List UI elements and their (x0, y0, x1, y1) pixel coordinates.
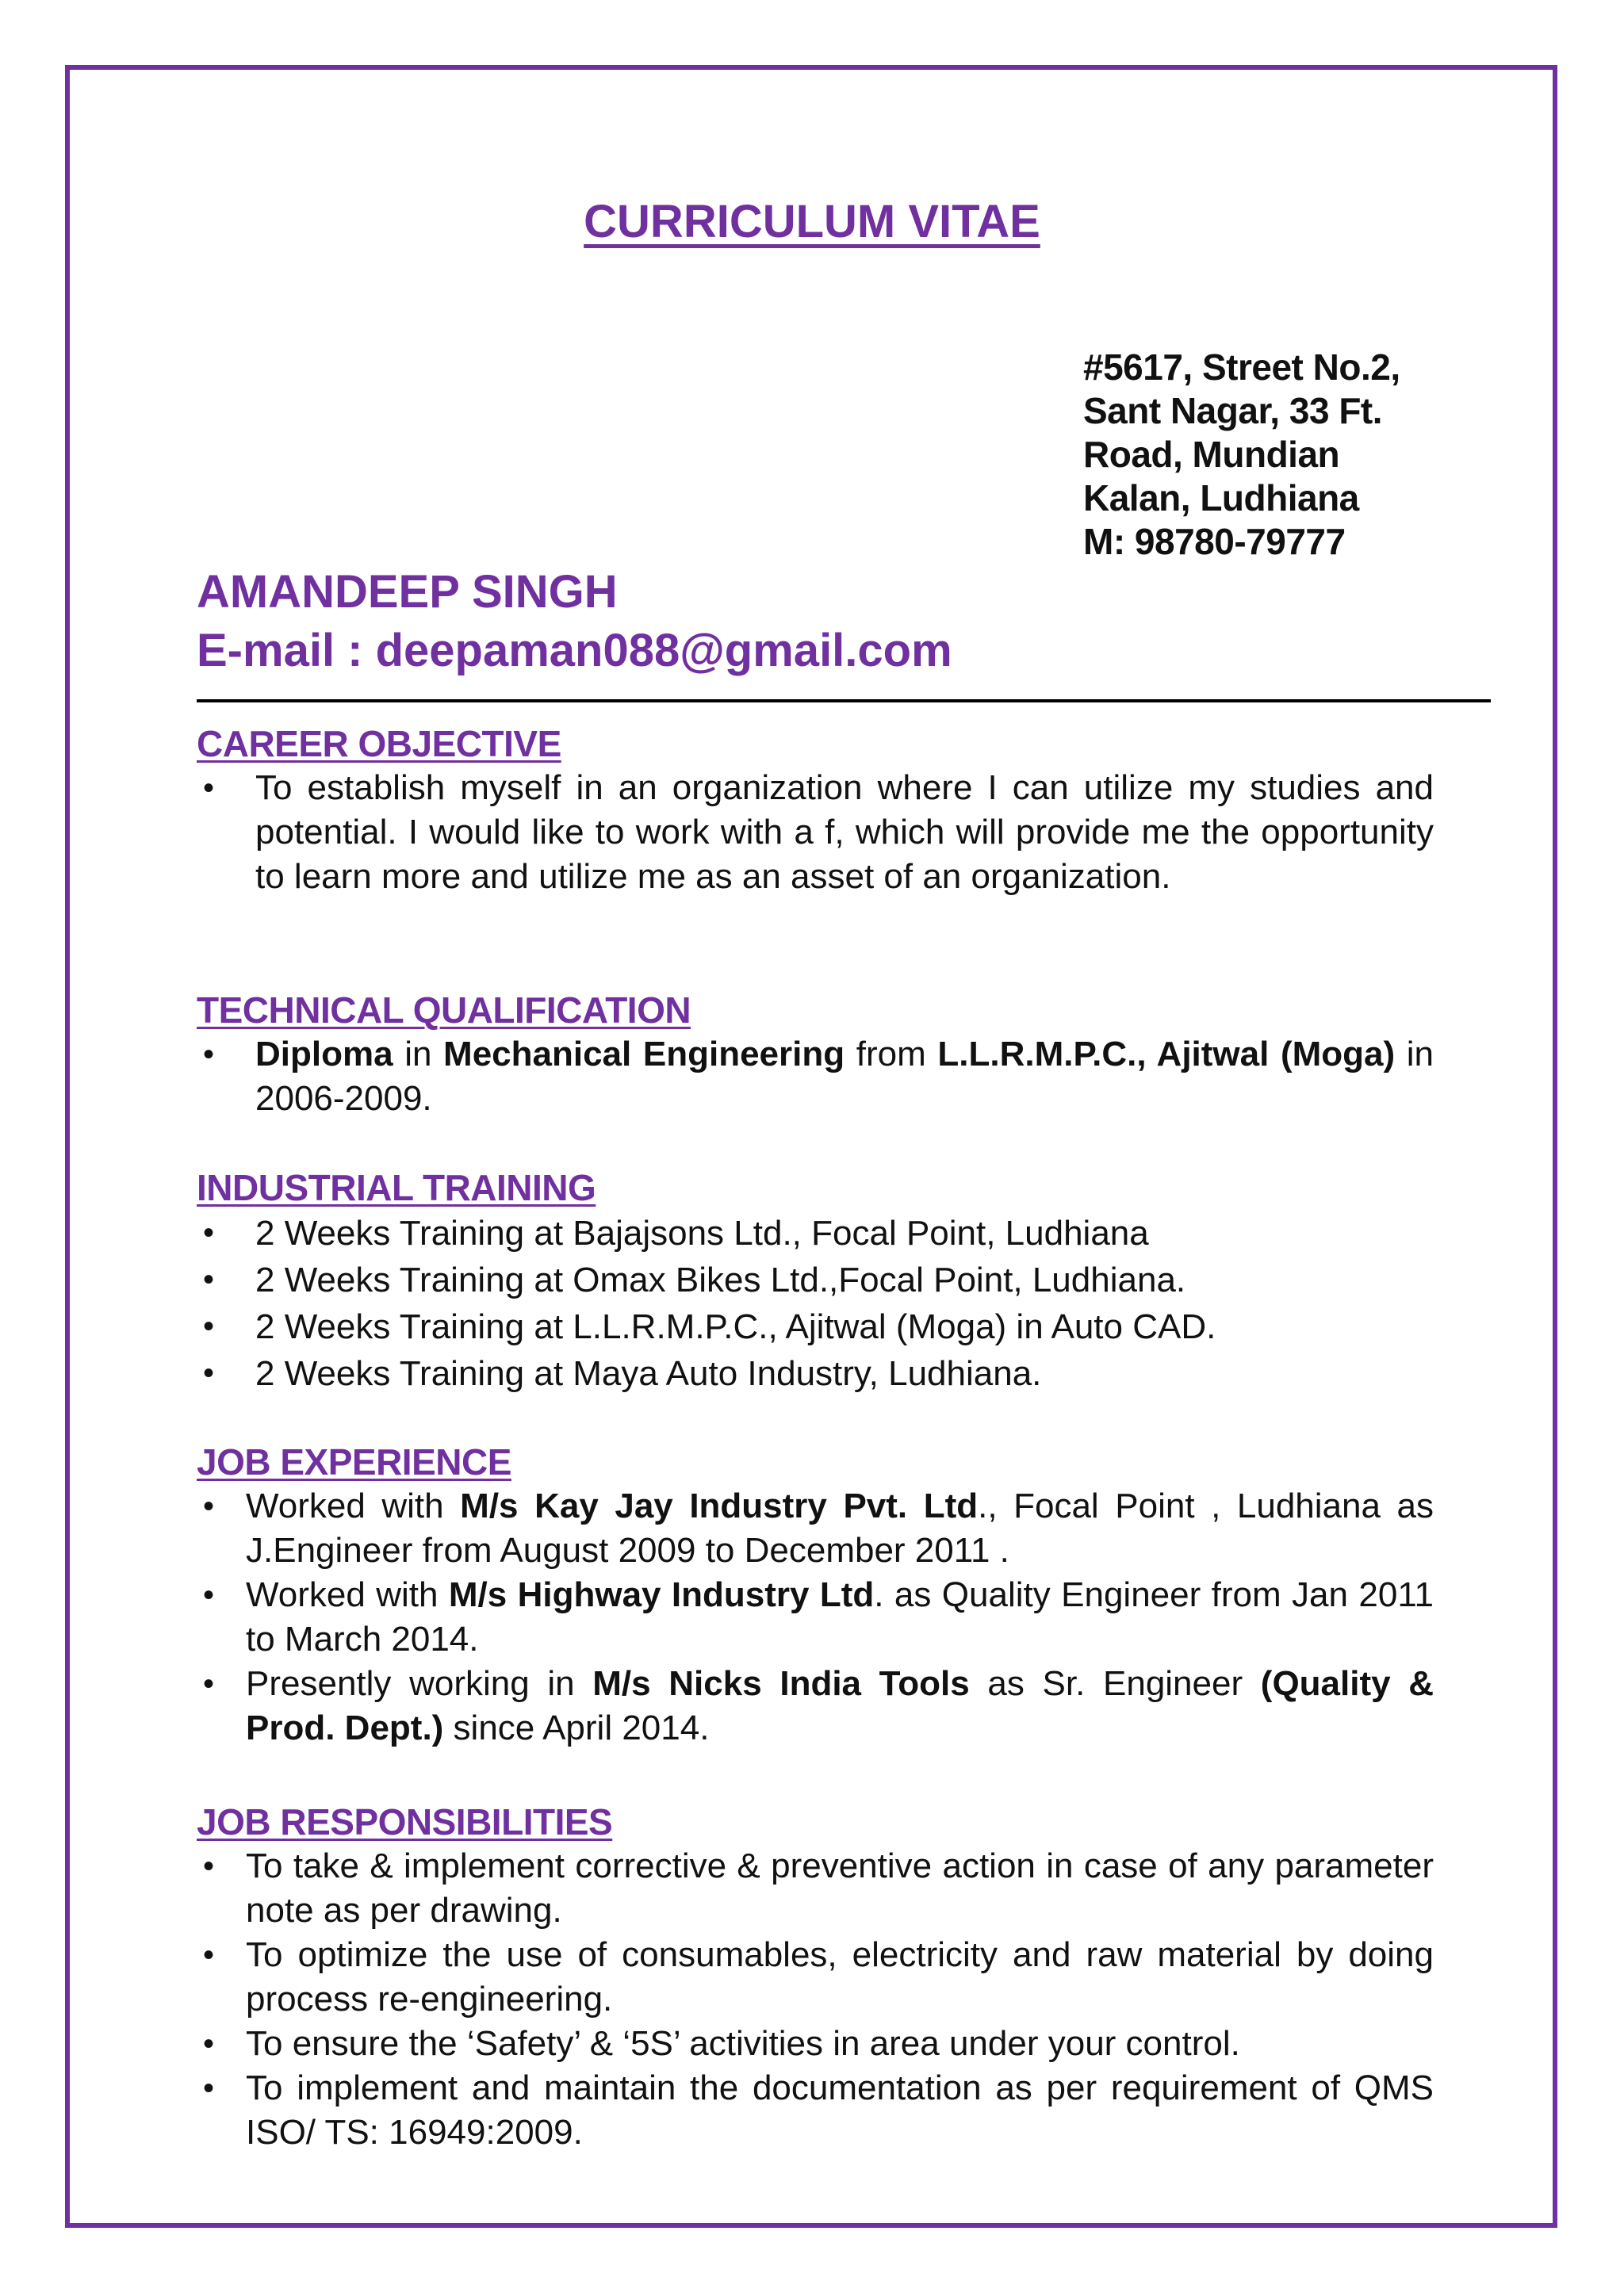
training-text: 2 Weeks Training at Bajajsons Ltd., Focal Point, Ludhiana (255, 1214, 1149, 1253)
address-line: #5617, Street No.2, (1083, 346, 1400, 388)
responsibility-text: To take & implement corrective & preventive action in case of any parameter note as per drawing. (246, 1846, 1434, 1930)
phone-line: M: 98780-79777 (1083, 521, 1346, 562)
bullet-icon: • (203, 2026, 215, 2061)
document-title: CURRICULUM VITAE (584, 196, 1040, 247)
bullet-icon: • (203, 1215, 215, 1250)
training-text: 2 Weeks Training at Omax Bikes Ltd.,Focal Point, Ludhiana. (255, 1261, 1186, 1299)
section-heading: JOB EXPERIENCE (197, 1441, 511, 1483)
bullet-icon: • (203, 771, 215, 806)
experience-text: . as Quality Engineer from Jan 2011 to March 2014. (246, 1575, 1434, 1659)
department-name: (Quality & Prod. Dept.) (246, 1664, 1434, 1747)
connector-text: in (393, 1035, 444, 1073)
list-item (197, 1662, 1434, 1751)
header-divider (197, 699, 1491, 702)
experience-text: ., Focal Point , Ludhiana as J.Engineer from August 2009 to December 2011 . (246, 1487, 1434, 1570)
job-experience-section (197, 1440, 1434, 1751)
course-name: Diploma (255, 1035, 393, 1073)
bullet-icon: • (203, 1489, 215, 1524)
list-item (197, 1303, 1434, 1350)
company-name: M/s Kay Jay Industry Pvt. Ltd (460, 1487, 979, 1525)
candidate-name: AMANDEEP SINGH (197, 566, 618, 618)
objective-text: To establish myself in an organization where I can utilize my studies and potential. I would like to work with a f, which will provide me the opportunity to learn more and utilize me as an asset of an organization. (255, 768, 1434, 896)
company-name: M/s Nicks India Tools (592, 1664, 970, 1703)
experience-text: Worked with (246, 1487, 461, 1525)
list-item (197, 2022, 1434, 2066)
years-text: in 2006-2009. (255, 1035, 1434, 1118)
job-responsibilities-section (197, 1800, 1434, 2155)
bullet-icon: • (203, 2071, 215, 2106)
responsibility-text: To optimize the use of consumables, electricity and raw material by doing process re-engineering. (246, 1935, 1434, 2019)
training-text: 2 Weeks Training at Maya Auto Industry, Ludhiana. (255, 1354, 1042, 1393)
company-name: M/s Highway Industry Ltd (448, 1575, 875, 1614)
bullet-list (197, 1844, 1434, 2155)
experience-text: since April 2014. (443, 1709, 710, 1747)
bullet-icon: • (203, 1667, 215, 1701)
bullet-icon: • (203, 1309, 215, 1344)
bullet-icon: • (203, 1578, 215, 1613)
email-line: E-mail : deepaman088@gmail.com (197, 625, 952, 676)
section-heading: CAREER OBJECTIVE (197, 723, 561, 764)
list-item (197, 1257, 1434, 1303)
bullet-icon: • (203, 1938, 215, 1973)
bullet-icon: • (203, 1262, 215, 1297)
industrial-training-section (197, 1165, 1434, 1397)
bullet-list (197, 1032, 1434, 1121)
list-item (197, 1032, 1434, 1121)
bullet-icon: • (203, 1356, 215, 1391)
address-line: Road, Mundian (1083, 434, 1340, 475)
bullet-list (197, 766, 1434, 899)
list-item (197, 1210, 1434, 1257)
connector-text: from (845, 1035, 938, 1073)
list-item (197, 1484, 1434, 1573)
list-item (197, 2066, 1434, 2155)
address-block (1083, 346, 1400, 564)
address-line: Sant Nagar, 33 Ft. (1083, 390, 1383, 431)
list-item (197, 1844, 1434, 1933)
bullet-list (197, 1210, 1434, 1397)
career-objective-section (197, 721, 1434, 899)
field-name: Mechanical Engineering (443, 1035, 845, 1073)
section-heading: INDUSTRIAL TRAINING (197, 1167, 596, 1208)
list-item (197, 1933, 1434, 2022)
experience-text: as Sr. Engineer (969, 1664, 1261, 1703)
training-text: 2 Weeks Training at L.L.R.M.P.C., Ajitwal (Moga) in Auto CAD. (255, 1307, 1216, 1346)
institute-name: L.L.R.M.P.C., Ajitwal (Moga) (937, 1035, 1396, 1073)
bullet-icon: • (203, 1849, 215, 1884)
bullet-icon: • (203, 1037, 215, 1072)
responsibility-text: To implement and maintain the documentation as per requirement of QMS ISO/ TS: 16949:2009. (246, 2068, 1434, 2152)
section-heading: JOB RESPONSIBILITIES (197, 1801, 613, 1843)
section-heading: TECHNICAL QUALIFICATION (197, 989, 691, 1031)
bullet-list (197, 1484, 1434, 1751)
list-item (197, 766, 1434, 899)
experience-text: Worked with (246, 1575, 449, 1614)
technical-qualification-section (197, 988, 1434, 1121)
list-item (197, 1573, 1434, 1662)
experience-text: Presently working in (246, 1664, 593, 1703)
list-item (197, 1350, 1434, 1397)
responsibility-text: To ensure the ‘Safety’ & ‘5S’ activities in area under your control. (246, 2024, 1240, 2063)
address-line: Kalan, Ludhiana (1083, 477, 1359, 519)
